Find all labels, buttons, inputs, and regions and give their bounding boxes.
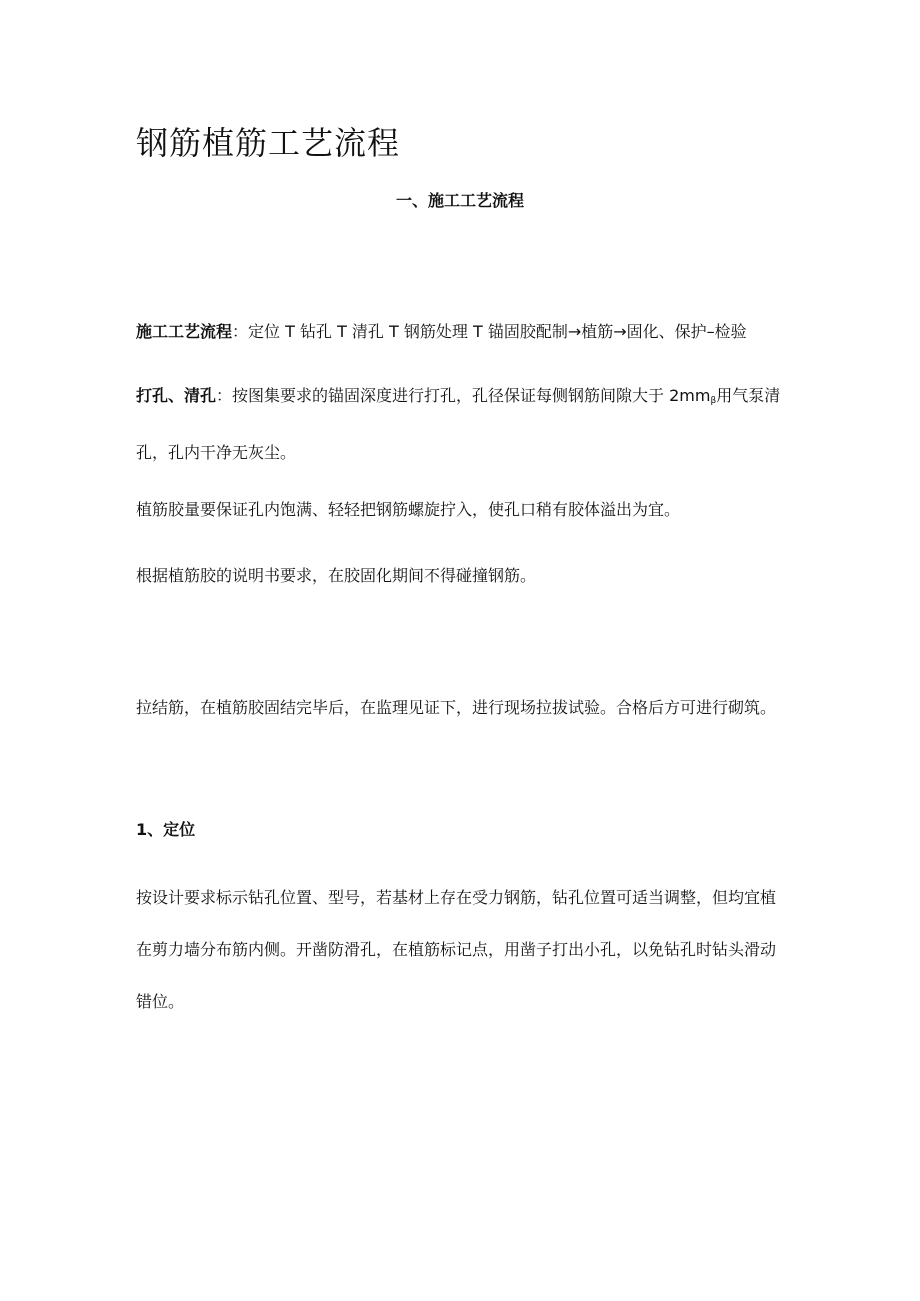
glue-paragraph: 植筋胶量要保证孔内饱满、轻轻把钢筋螺旋拧入，使孔口稍有胶体溢出为宜。 [136,500,681,519]
section-heading: 一、施工工艺流程 [395,191,524,210]
process-flow-text: 定位 T 钻孔 T 清孔 T 钢筋处理 T 锚固胶配制→植筋→固化、保护–检验 [248,322,747,341]
process-flow-colon: ： [232,322,249,341]
step1-paragraph: 按设计要求标示钻孔位置、型号，若基材上存在受力钢筋，钻孔位置可适当调整，但均宜植在剪力墙分布筋内侧。开凿防滑孔，在植筋标记点，用凿子打出小孔，以免钻孔时钻头滑动错位。 [136,888,777,1011]
process-flow-paragraph [136,306,786,358]
process-flow-label: 施工工艺流程 [136,322,233,341]
drilling-text-tail: 用气泵清孔，孔内干净无灰尘。 [136,386,781,462]
drilling-text: 按图集要求的锚固深度进行打孔，孔径保证每侧钢筋间隙大于 2mm [232,386,711,405]
drilling-label: 打孔、清孔 [136,386,217,405]
drilling-subscript: β [710,396,717,406]
drilling-colon: ： [216,386,233,405]
step1-heading: 1、定位 [136,820,196,839]
tie-bar-paragraph: 拉结筋，在植筋胶固结完毕后，在监理见证下，进行现场拉拔试验。合格后方可进行砌筑。 [136,698,777,717]
cure-paragraph: 根据植筋胶的说明书要求，在胶固化期间不得碰撞钢筋。 [136,566,537,585]
drilling-paragraph [136,370,786,479]
document-title: 钢筋植筋工艺流程 [136,124,401,162]
